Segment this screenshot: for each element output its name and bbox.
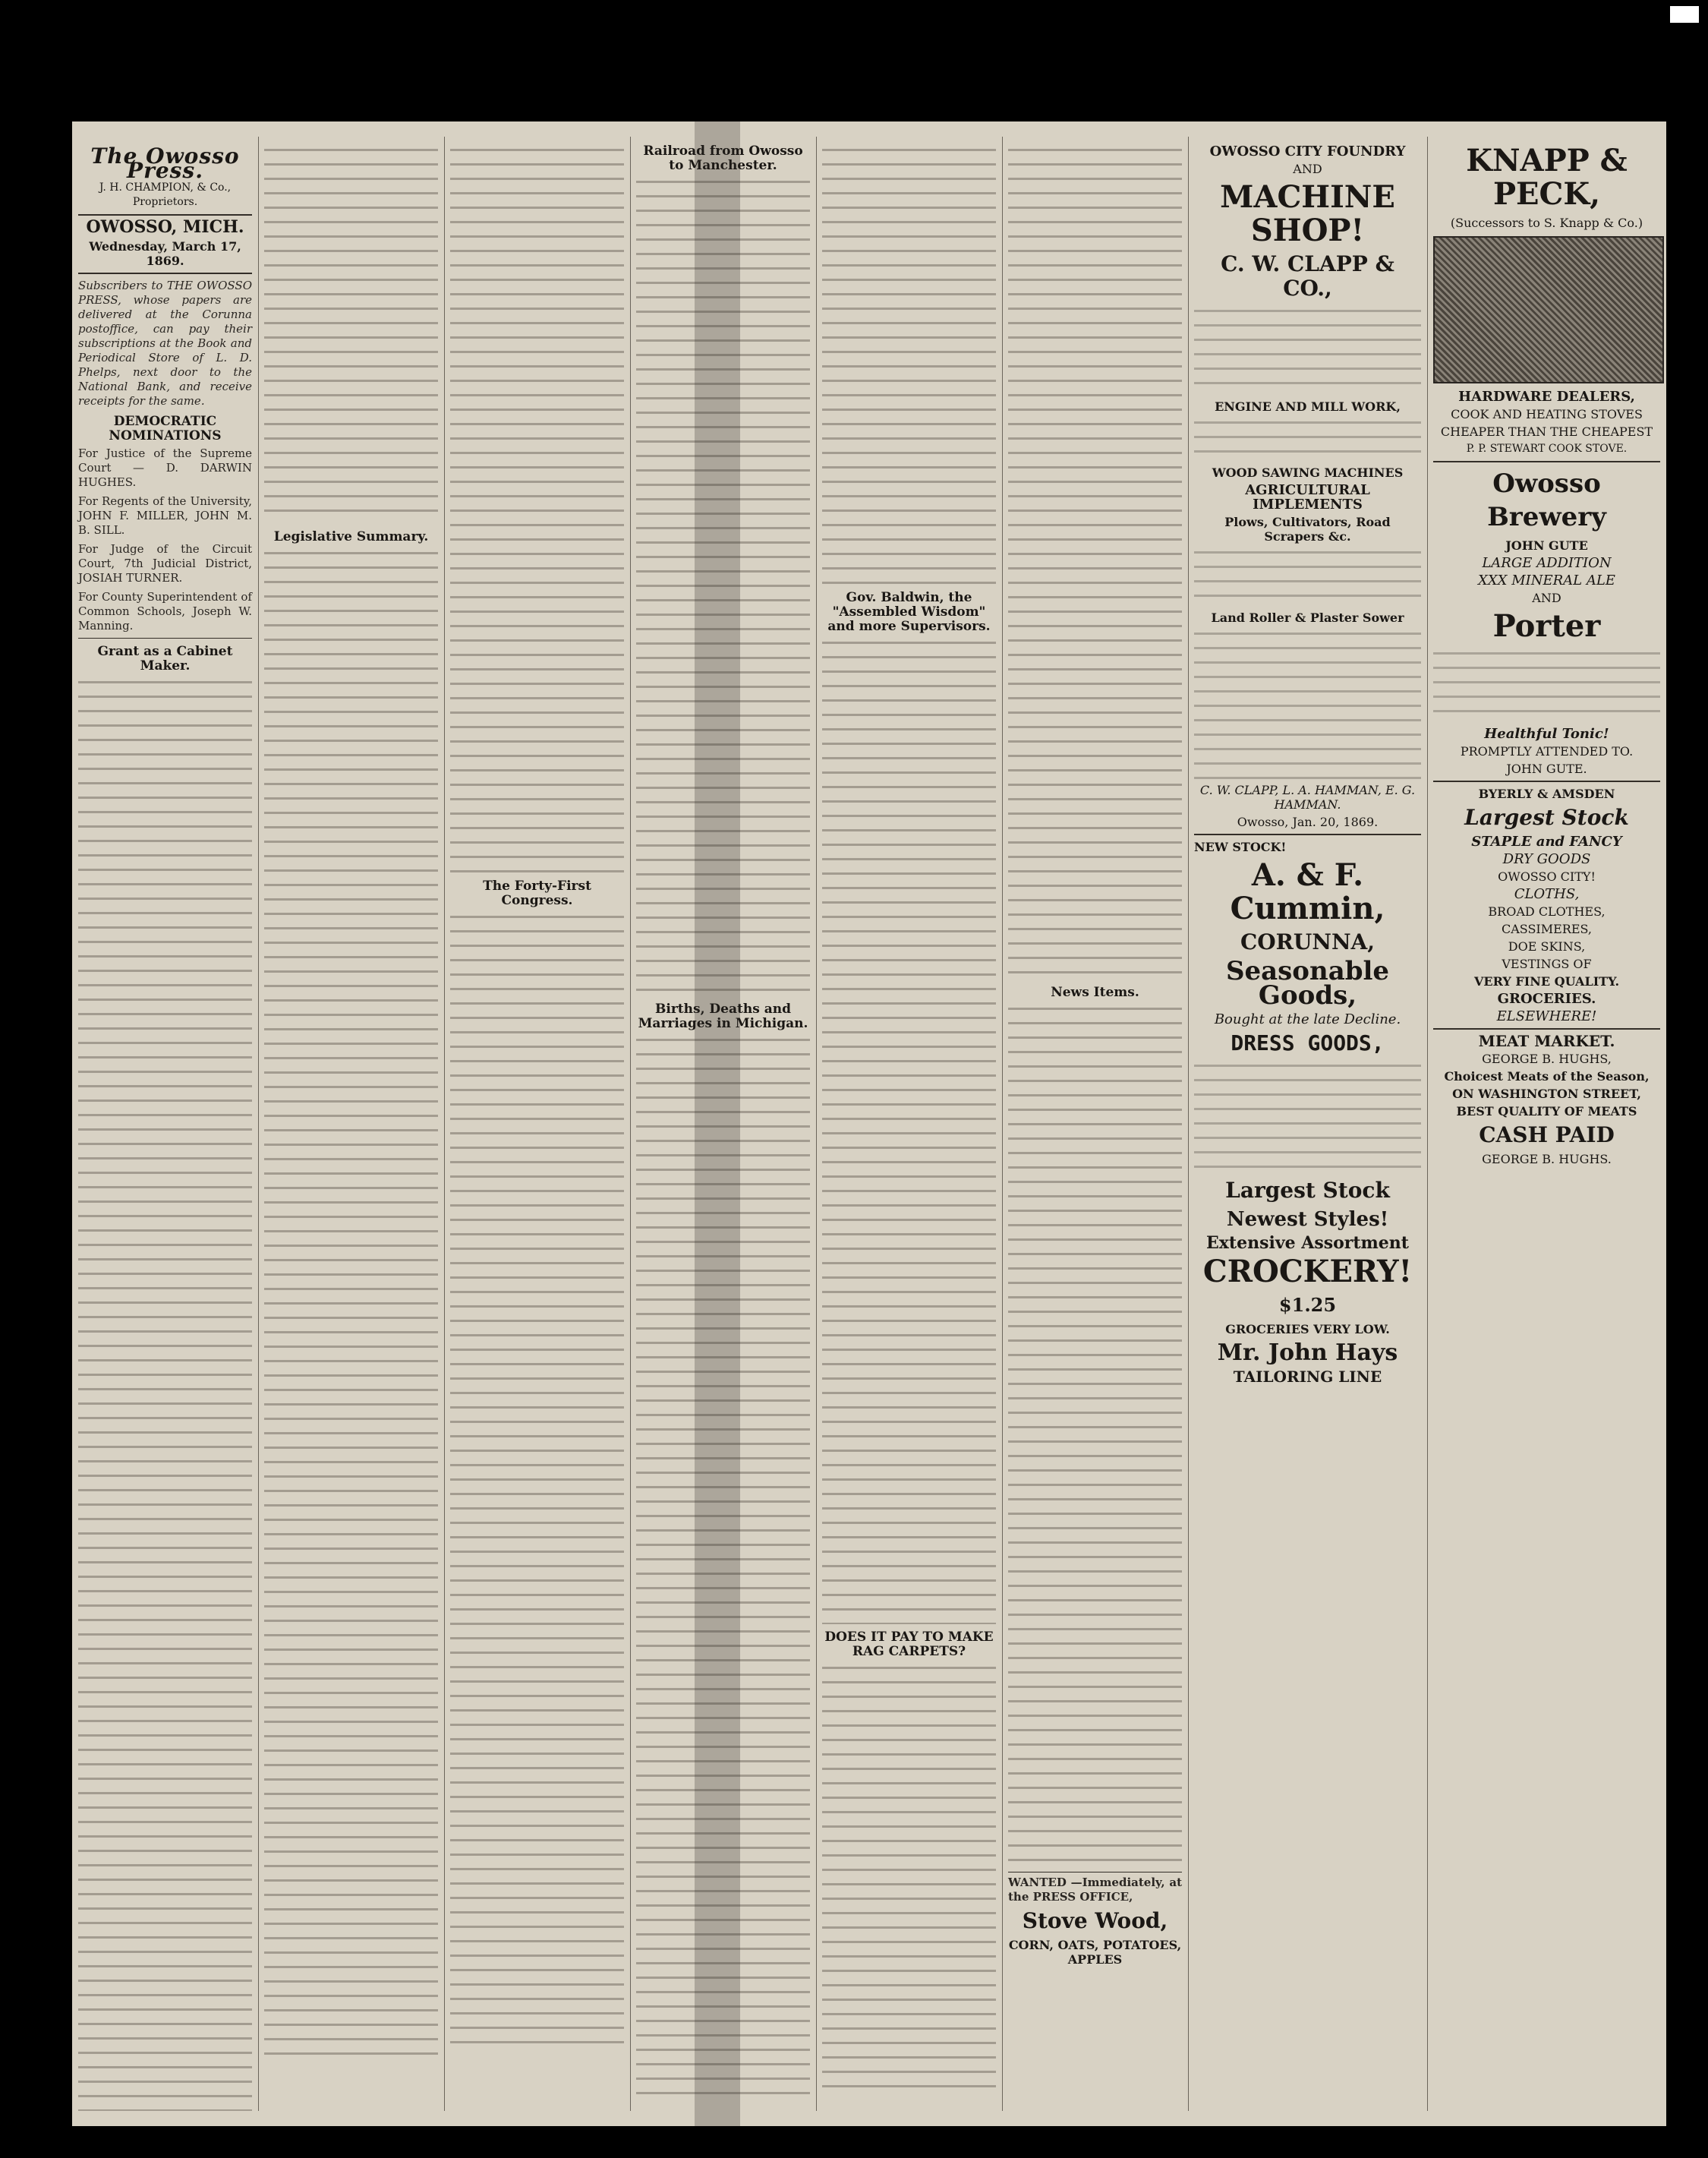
date-line: Wednesday, March 17, 1869. [89,239,241,268]
column-3 [444,137,631,2111]
vestings: VESTINGS OF [1502,957,1592,971]
new-stock-label: NEW STOCK! [1194,840,1287,854]
foundry-name: OWOSSO CITY FOUNDRY [1209,144,1406,159]
scan-corner-mark [1670,6,1699,23]
land-roller-line: Land Roller & Plaster Sower [1211,610,1404,625]
price: $1.25 [1278,1294,1337,1316]
nomination-item: For Regents of the University, JOHN F. MILLER, JOHN M. B. SILL. [78,494,252,537]
column-6 [1002,137,1189,2111]
congress-heading: The Forty-First Congress. [483,879,591,908]
body-text-block [822,637,996,1624]
meat-market-title: MEAT MARKET. [1478,1032,1615,1050]
best-quality-meats: BEST QUALITY OF MEATS [1456,1104,1637,1118]
grant-article-heading: Grant as a Cabinet Maker. [97,644,233,674]
body-text-block [1194,628,1421,780]
body-text-block [1433,648,1660,724]
nominations-heading: DEMOCRATIC NOMINATIONS [109,414,222,443]
staple-fancy: STAPLE and FANCY [1471,834,1622,850]
cummin-name: A. & F. Cummin, [1230,857,1385,926]
meat-signer: GEORGE B. HUGHS. [1482,1152,1612,1166]
doe-skins: DOE SKINS, [1508,939,1586,954]
cook-stoves: COOK AND HEATING STOVES [1451,407,1643,421]
brewery-title: Owosso Brewery [1487,469,1606,532]
dress-goods: DRESS GOODS, [1231,1030,1385,1055]
stove-wood-heading: Stove Wood, [1022,1908,1168,1933]
cash-paid: CASH PAID [1479,1122,1615,1147]
brewery-signer: JOHN GUTE. [1506,762,1587,776]
body-text-block [450,144,624,873]
wood-sawing-machines: WOOD SAWING MACHINES [1212,465,1404,480]
washington-street: ON WASHINGTON STREET, [1452,1087,1641,1101]
newest-styles: Newest Styles! [1226,1208,1389,1231]
meat-owner: GEORGE B. HUGHS, [1482,1052,1612,1066]
divider [1433,461,1660,462]
largest-stock: Largest Stock [1225,1178,1390,1203]
hardware-dealers: HARDWARE DEALERS, [1458,389,1635,405]
body-text-block [1008,1003,1182,1869]
nomination-item: For Judge of the Circuit Court, 7th Judicial District, JOSIAH TURNER. [78,542,252,585]
railroad-heading: Railroad from Owosso to Manchester. [643,144,803,173]
broad-clothes: BROAD CLOTHES, [1488,904,1606,919]
byerly-name: BYERLY & AMSDEN [1478,787,1615,801]
divider [78,273,252,274]
machine-shop-title: MACHINE SHOP! [1220,179,1395,248]
legislative-summary-heading: Legislative Summary. [273,529,429,544]
cassimeres: CASSIMERES, [1501,922,1593,936]
foundry-and: AND [1293,162,1322,176]
column-1 [72,137,259,2111]
baldwin-heading: Gov. Baldwin, the "Assembled Wisdom" and more Supervisors. [827,590,991,634]
promptly-attended: PROMPTLY ATTENDED TO. [1460,744,1634,759]
carpets-heading: DOES IT PAY TO MAKE RAG CARPETS? [824,1630,994,1659]
extensive-assortment: Extensive Assortment [1206,1233,1409,1253]
very-fine-quality: VERY FINE QUALITY. [1473,974,1620,989]
elsewhere: ELSEWHERE! [1496,1008,1597,1024]
nomination-item: For County Superintendent of Common Schools, Joseph W. Manning. [78,590,252,633]
mineral-ale: XXX MINERAL ALE [1478,573,1615,588]
births-deaths-heading: Births, Deaths and Marriages in Michigan. [638,1002,808,1031]
body-text-block [822,1662,996,2087]
column-5 [816,137,1003,2111]
body-text-block [78,677,252,2111]
news-items-heading: News Items. [1051,985,1139,1000]
body-text-block [1194,417,1421,462]
foundry-owner: C. W. CLAPP & CO., [1221,251,1394,301]
seasonable-goods: Seasonable Goods, [1225,956,1390,1011]
cummin-town: CORUNNA, [1240,929,1376,954]
divider [1433,781,1660,782]
foundry-date: Owosso, Jan. 20, 1869. [1237,815,1379,829]
body-text-block [1194,305,1421,396]
column-7-advertisements [1188,137,1428,2111]
body-text-block [450,911,624,2050]
byerly-largest: Largest Stock [1464,805,1629,830]
choicest-meats: Choicest Meats of the Season, [1444,1069,1650,1084]
divider [1194,834,1421,835]
john-hays: Mr. John Hays [1217,1339,1398,1366]
column-8-advertisements [1427,137,1666,2111]
brewery-and: AND [1532,591,1561,605]
porter: Porter [1492,608,1601,644]
plows-line: Plows, Cultivators, Road Scrapers &c. [1224,515,1391,544]
body-text-block [822,144,996,585]
brewery-addition: LARGE ADDITION [1482,555,1612,571]
engine-mill-work: ENGINE AND MILL WORK, [1215,399,1401,414]
nomination-item: For Justice of the Supreme Court — D. DARWIN HUGHES. [78,446,252,489]
owosso-city: OWOSSO CITY! [1498,869,1596,884]
body-text-block [1194,1060,1421,1174]
body-text-block [264,144,438,524]
stewart-stove: P. P. STEWART COOK STOVE. [1466,443,1628,455]
dry-goods: DRY GOODS [1502,851,1591,867]
cloths: CLOTHS, [1514,886,1580,902]
bought-line: Bought at the late Decline. [1214,1011,1401,1027]
divider [78,638,252,639]
body-text-block [1194,547,1421,607]
wanted-items: CORN, OATS, POTATOES, APPLES [1008,1938,1182,1967]
subscriber-notice: Subscribers to THE OWOSSO PRESS, whose papers are delivered at the Corunna postoffice, can pay their subscriptions at the Book and Periodical Store of L. D. Phelps, next door to the National Bank, and receive receipts for the same. [78,279,252,408]
body-text-block [264,547,438,2066]
foundry-signers: C. W. CLAPP, L. A. HAMMAN, E. G. HAMMAN. [1199,783,1416,812]
body-text-block [1008,144,1182,980]
wanted-notice: WANTED —Immediately, at the PRESS OFFICE, [1008,1876,1182,1904]
agricultural-implements: AGRICULTURAL IMPLEMENTS [1245,482,1370,513]
stove-engraving [1433,236,1664,383]
crockery: CROCKERY! [1202,1254,1413,1289]
groceries-low: GROCERIES VERY LOW. [1225,1322,1390,1336]
divider [1433,1028,1660,1030]
brewery-owner: JOHN GUTE [1505,538,1588,553]
byerly-groceries: GROCERIES. [1497,991,1596,1007]
publisher-line: J. H. CHAMPION, & Co., Proprietors. [99,181,232,208]
cheaper-line: CHEAPER THAN THE CHEAPEST [1440,424,1653,439]
divider [78,214,252,216]
column-2 [258,137,445,2111]
knapp-successors: (Successors to S. Knapp & Co.) [1450,216,1643,230]
place-line: OWOSSO, MICH. [86,217,244,237]
tailoring-line: TAILORING LINE [1233,1368,1382,1386]
healthful-tonic: Healthful Tonic! [1484,726,1609,742]
masthead: The Owosso Press. [90,144,240,183]
newspaper-page [72,121,1666,2126]
fold-shadow [695,121,740,2126]
knapp-peck-title: KNAPP & PECK, [1466,143,1628,212]
